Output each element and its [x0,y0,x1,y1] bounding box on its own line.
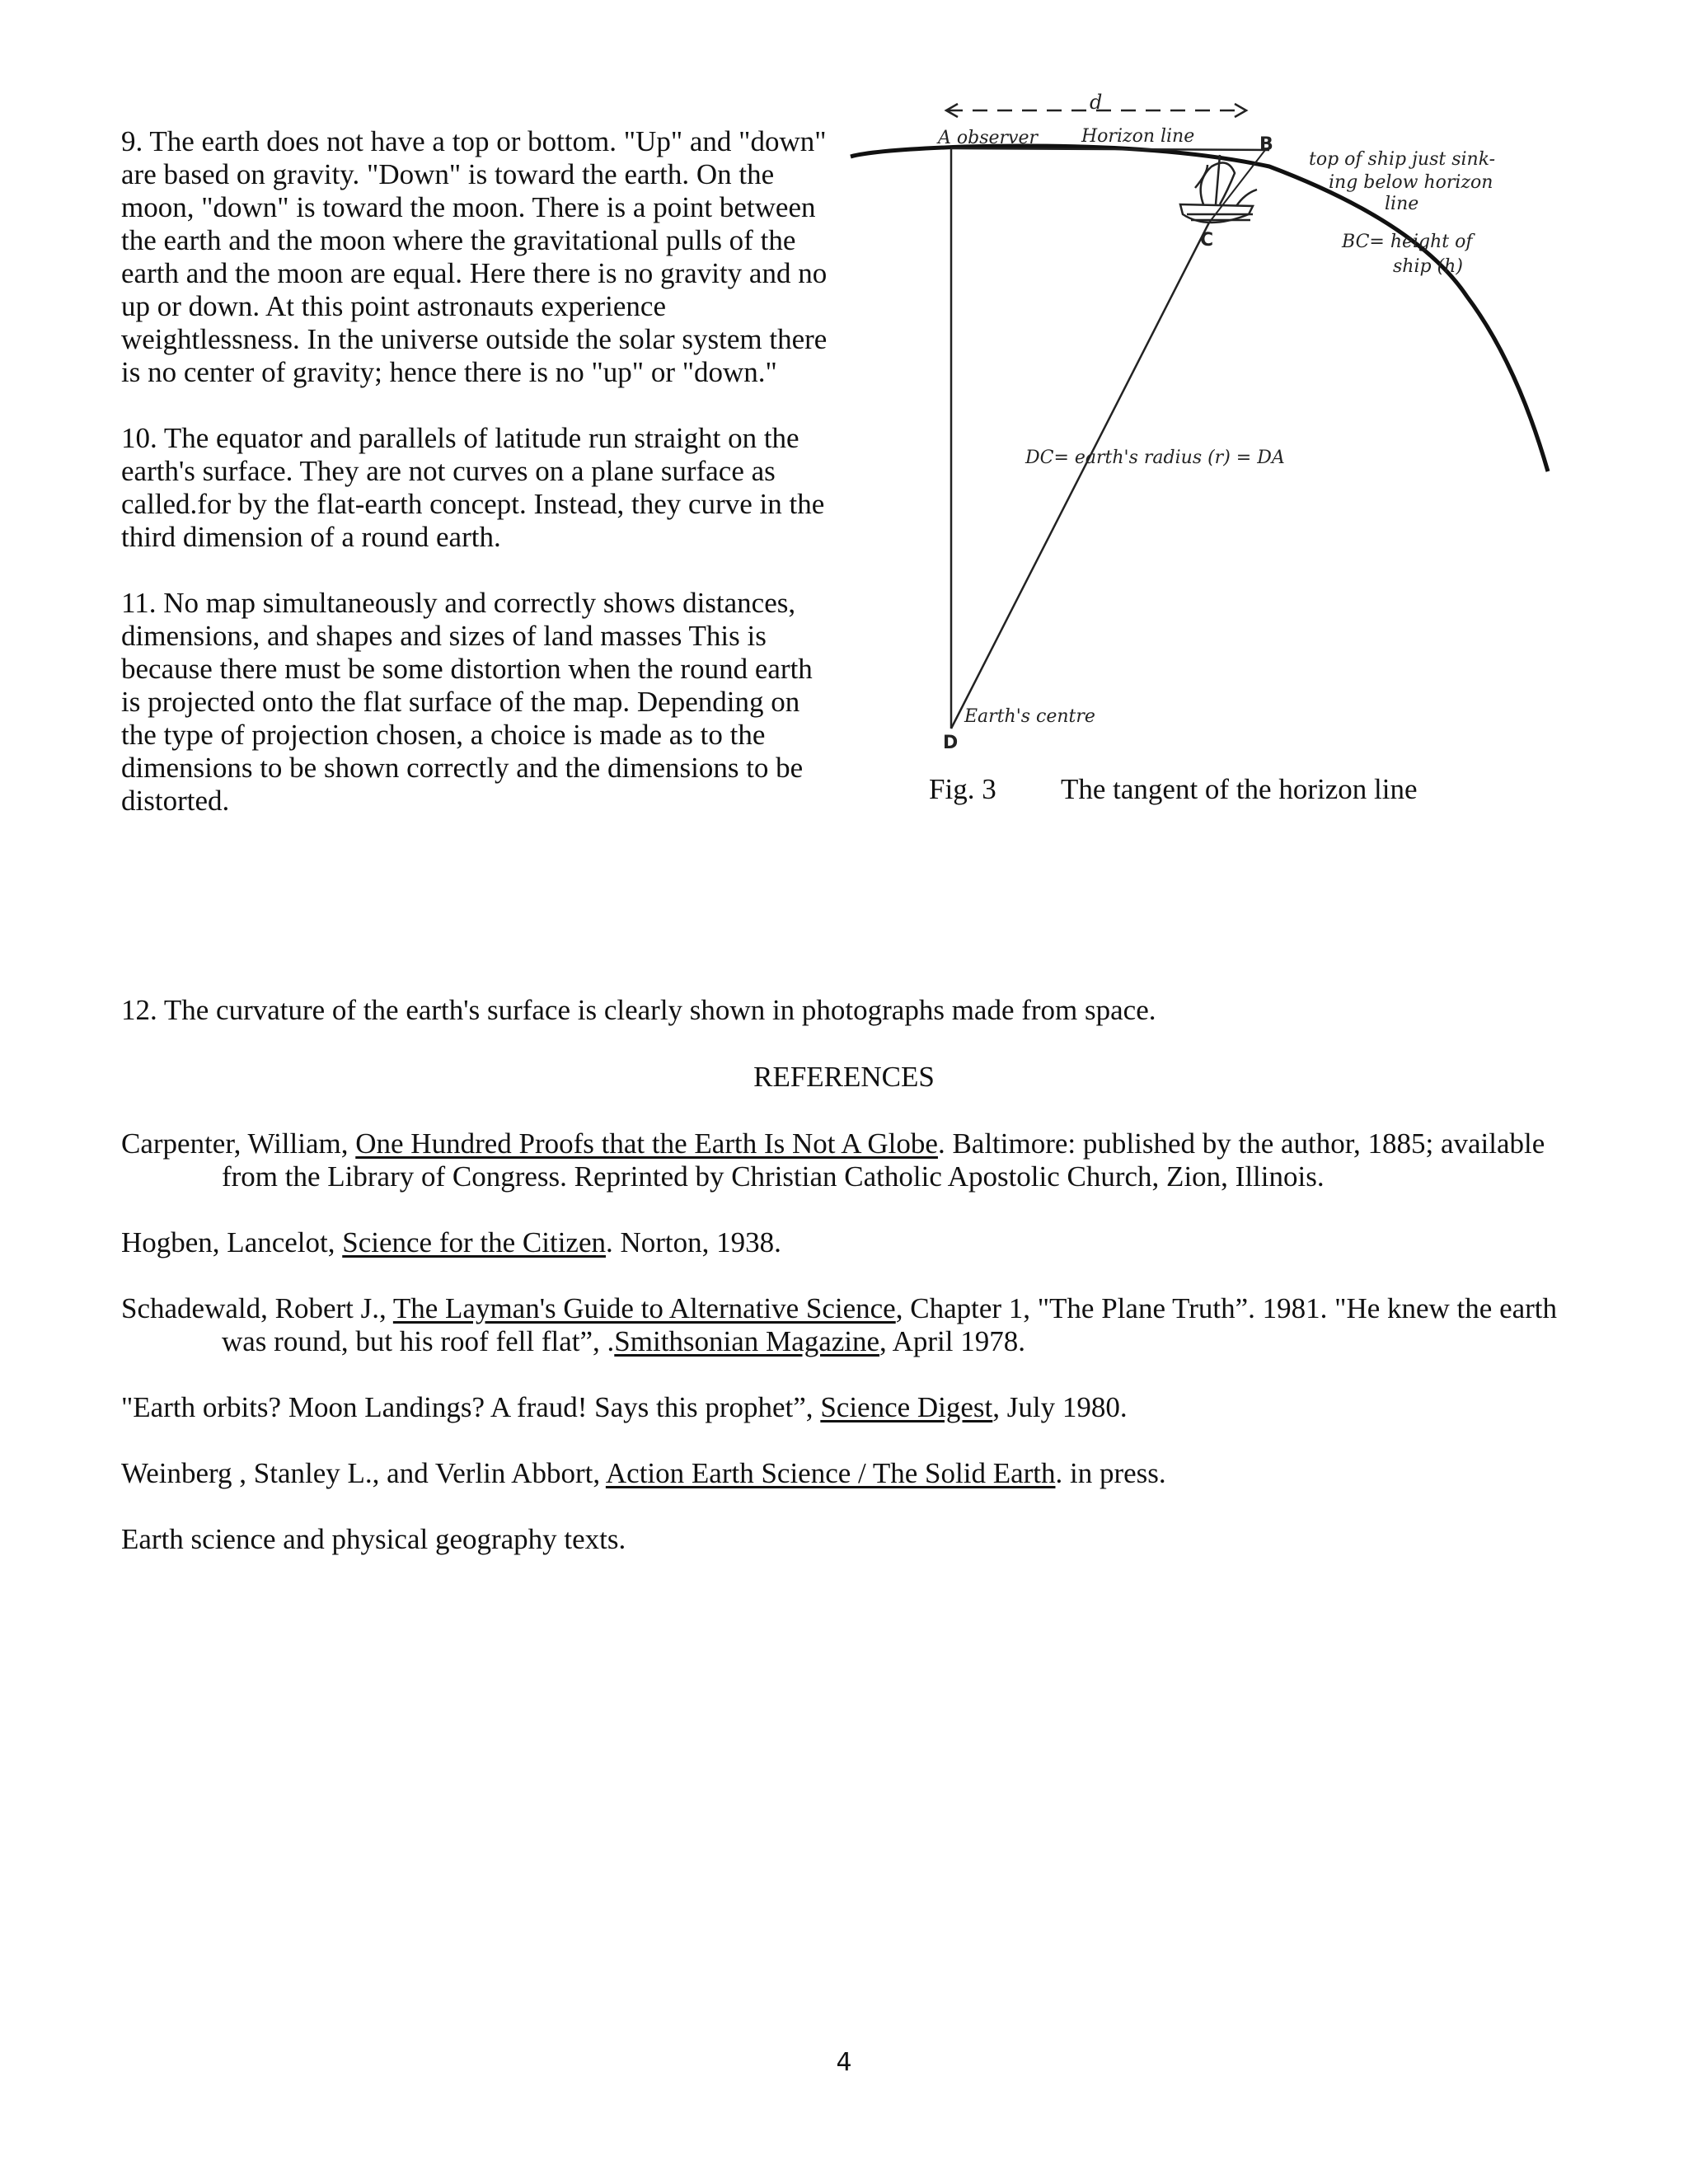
reference-author: Earth science and physical geography texts. [121,1523,626,1555]
reference-details: , Chapter 1, "The Plane Truth”. 1981. "He knew the earth was round, but his roof fell flat”, . [222,1292,1558,1357]
references-heading: REFERENCES [753,1061,935,1093]
radius-line-dc [951,223,1209,729]
label-top-of-ship-3: line [1385,194,1419,214]
references-list [121,1127,1588,1589]
reference-item [121,1292,1588,1358]
label-horizon-line: Horizon line [1081,126,1195,147]
label-dc-radius: DC= earth's radius (r) = DA [1025,448,1285,468]
reference-author: Weinberg , Stanley L., and Verlin Abbort, [121,1457,606,1489]
label-d: d [1090,91,1103,114]
left-column [121,125,830,818]
reference-title-secondary: Smithsonian Magazine [614,1325,880,1357]
label-d-point: D [943,733,959,750]
earth-surface-arc [851,146,1548,471]
reference-details-secondary: , April 1978. [879,1325,1025,1357]
reference-item [121,1127,1588,1193]
horizon-line [951,148,1269,150]
reference-item [121,1226,1588,1259]
paragraph-11: 11. No map simultaneously and correctly shows distances, dimensions, and shapes and sizes of land masses This is because there must be some distortion when the round earth is projected onto the flat surface of the map. Depending on the type of projection chosen, a choice is made as to the dimensions to be shown correctly and the dimensions to be distorted. [121,587,813,817]
figure-caption [929,773,1418,806]
reference-details: . Baltimore: published by the author, 1885; available from the Library of Congress. Reprinted by Christian Catholic Apostolic Church, Zion, Illinois. [222,1127,1545,1193]
label-bc-height-2: ship (h) [1393,256,1463,277]
horizon-diagram [841,91,1566,750]
reference-author: "Earth orbits? Moon Landings? A fraud! Says this prophet”, [121,1391,821,1423]
reference-title: Science Digest [820,1391,993,1423]
reference-item [121,1457,1588,1490]
label-top-of-ship-2: ing below horizon [1329,172,1493,193]
paragraph-9: 9. The earth does not have a top or bottom. "Up" and "down" are based on gravity. "Down" is toward the earth. On the moon, "down" is toward the moon. There is a point between the earth and the moon where the gravitational pulls of the earth and the moon are equal. Here there is no gravity and no up or down. At this point astronauts experience weightlessness. In the universe outside the solar system there is no center of gravity; hence there is no "up" or "down." [121,125,828,388]
reference-item [121,1523,1588,1556]
reference-author: Carpenter, William, [121,1127,356,1160]
reference-title: One Hundred Proofs that the Earth Is Not A Globe [355,1127,938,1160]
reference-title: The Layman's Guide to Alternative Science [392,1292,896,1324]
paragraph-12: 12. The curvature of the earth's surface is clearly shown in photographs made from space. [121,994,1156,1026]
page-number: 4 [836,2048,852,2077]
label-top-of-ship-1: top of ship just sink- [1309,149,1496,170]
label-bc-height-1: BC= height of [1342,232,1473,252]
label-earth-centre: Earth's centre [964,706,1095,727]
reference-details: . Norton, 1938. [605,1226,781,1258]
reference-title: Science for the Citizen [342,1226,606,1258]
label-b: B [1259,134,1273,155]
label-c: C [1200,230,1214,251]
label-observer: A observer [938,128,1038,148]
reference-title: Action Earth Science / The Solid Earth [605,1457,1056,1489]
horizon-tangent-figure [841,91,1566,750]
reference-details: . in press. [1055,1457,1166,1489]
reference-item [121,1391,1588,1424]
reference-author: Hogben, Lancelot, [121,1226,343,1258]
ship-sketch [1180,155,1257,223]
figure-caption-text: The tangent of the horizon line [1061,773,1418,805]
reference-details: , July 1980. [992,1391,1128,1423]
reference-author: Schadewald, Robert J., [121,1292,393,1324]
figure-number: Fig. 3 [929,773,996,805]
paragraph-10: 10. The equator and parallels of latitude run straight on the earth's surface. They are not curves on a plane surface as called.for by the flat-earth concept. Instead, they curve in the third dimension of a round earth. [121,422,825,553]
